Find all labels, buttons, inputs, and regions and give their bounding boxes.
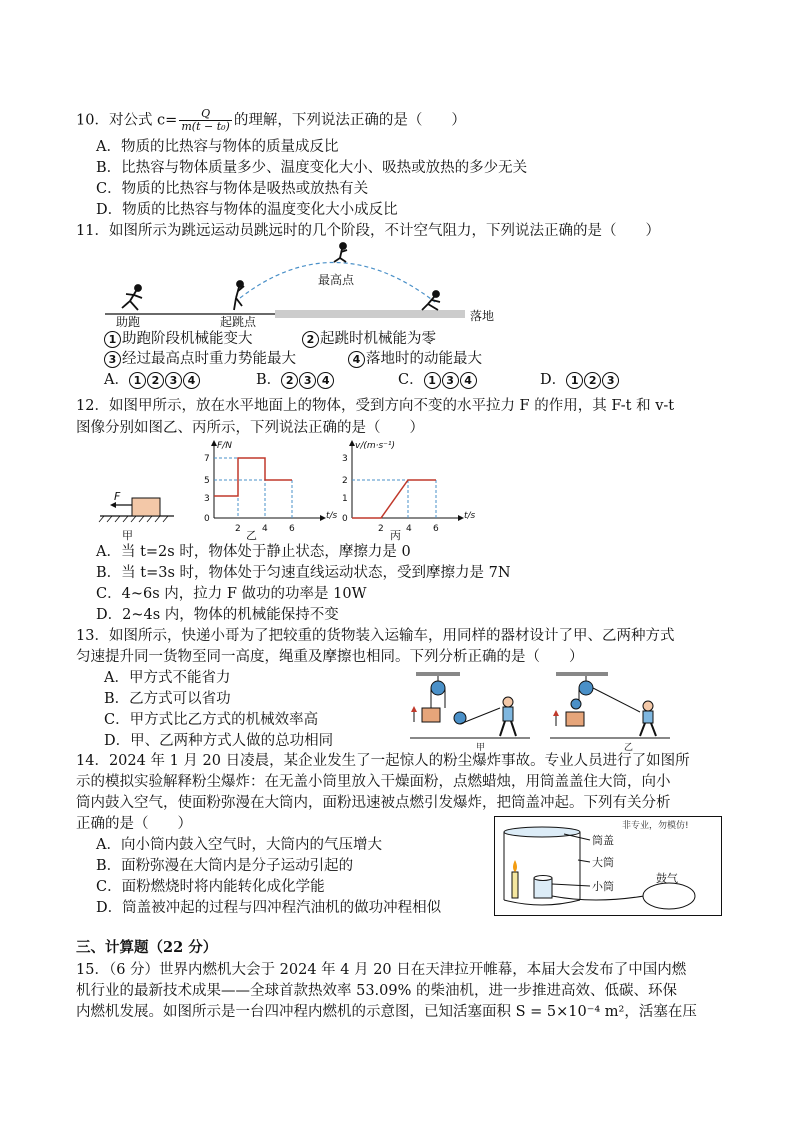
q14-stem-line-1: 14．2024 年 1 月 20 日凌晨，某企业发生了一起惊人的粉尘爆炸事故。专业人员进行了如图所 bbox=[76, 753, 690, 769]
label-blow: 鼓气 bbox=[656, 872, 678, 885]
q15-line-2: 机行业的最新技术成果——全球首款热效率 53.09% 的柴油机，进一步推进高效、低碳、环保 bbox=[76, 983, 678, 999]
long-jump-figure bbox=[100, 240, 500, 328]
q14-stem-line-3: 筒内鼓入空气，使面粉弥漫在大筒内，面粉迅速被点燃引发爆炸，把筒盖冲起。下列有关分析 bbox=[76, 795, 671, 811]
label-big-cylinder: 大筒 bbox=[592, 856, 614, 869]
q12-option-b: B．当 t=3s 时，物体处于匀速直线运动状态，受到摩擦力是 7N bbox=[96, 565, 511, 581]
v-t-graph bbox=[342, 440, 476, 542]
q15-line-3: 内燃机发展。如图所示是一台四冲程内燃机的示意图，已知活塞面积 S = 5×10⁻⁴ m²，活塞在压 bbox=[76, 1004, 697, 1020]
q14-option-d: D．筒盖被冲起的过程与四冲程汽油机的做功冲程相似 bbox=[96, 900, 442, 916]
q11-statement-1: 1 助跑阶段机械能变大 bbox=[104, 330, 253, 348]
q15-line-1: 15．（6 分）世界内燃机大会于 2024 年 4 月 20 日在天津拉开帷幕，本届大会发布了中国内燃 bbox=[76, 962, 687, 978]
q14-stem-line-2: 示的模拟实验解释粉尘爆炸：在无盖小筒里放入干燥面粉，点燃蜡烛，用筒盖盖住大筒，向小 bbox=[76, 774, 671, 790]
section-3-title: 三、计算题（22 分） bbox=[76, 939, 218, 956]
svg-text:6: 6 bbox=[433, 524, 439, 534]
q11-statement-4: 4 落地时的动能最大 bbox=[348, 350, 482, 368]
q10-option-b: B．比热容与物体质量多少、温度变化大小、吸热或放热的多少无关 bbox=[96, 160, 528, 176]
svg-text:4: 4 bbox=[406, 524, 412, 534]
q13-option-a: A．甲方式不能省力 bbox=[104, 670, 231, 686]
svg-text:7: 7 bbox=[204, 454, 210, 464]
q14-stem-line-4: 正确的是（ ） bbox=[76, 816, 192, 832]
svg-text:F/N: F/N bbox=[217, 441, 232, 451]
svg-text:0: 0 bbox=[204, 514, 210, 524]
cargo-box bbox=[566, 712, 584, 726]
pulley-setup-yi bbox=[550, 672, 670, 752]
label-run: 助跑 bbox=[116, 315, 141, 328]
sand-pit bbox=[275, 310, 465, 318]
svg-text:5: 5 bbox=[204, 476, 210, 486]
svg-text:t/s: t/s bbox=[464, 511, 476, 521]
q10-stem: 10．对公式 c= $\frac{Q}{\text{m(t − t₀)}}$ 的理解，下列说法正确的是（ ） bbox=[76, 107, 466, 133]
svg-text:乙: 乙 bbox=[624, 743, 634, 752]
q13-stem-line-1: 13．如图所示，快递小哥为了把较重的货物装入运输车，用同样的器材设计了甲、乙两种方式 bbox=[76, 628, 675, 644]
q14-option-c: C．面粉燃烧时将内能转化成化学能 bbox=[96, 879, 325, 895]
q11-choice-b: B． 2 3 4 bbox=[256, 371, 335, 389]
q11-statement-3: 3 经过最高点时重力势能最大 bbox=[104, 350, 296, 368]
label-small-cylinder: 小筒 bbox=[592, 880, 614, 893]
svg-text:2: 2 bbox=[342, 476, 348, 486]
svg-text:丙: 丙 bbox=[390, 529, 401, 542]
svg-text:6: 6 bbox=[289, 524, 295, 534]
movable-pulley-icon bbox=[571, 699, 581, 709]
svg-text:t/s: t/s bbox=[326, 511, 338, 521]
warning-text: 非专业，勿模仿! bbox=[622, 821, 689, 831]
pulley-figures bbox=[410, 668, 720, 752]
cargo-box bbox=[422, 708, 440, 722]
svg-text:2: 2 bbox=[378, 524, 384, 534]
q13-option-b: B．乙方式可以省功 bbox=[104, 691, 231, 707]
q13-option-c: C．甲方式比乙方式的机械效率高 bbox=[104, 712, 319, 728]
formula-fraction: $\frac{Q}{\text{m(t − t₀)}}$ bbox=[181, 107, 230, 133]
svg-text:0: 0 bbox=[342, 514, 348, 524]
q12-option-c: C．4~6s 内，拉力 F 做功的功率是 10W bbox=[96, 586, 367, 602]
svg-text:1: 1 bbox=[342, 494, 348, 504]
svg-text:3: 3 bbox=[204, 494, 210, 504]
q12-option-d: D．2~4s 内，物体的机械能保持不变 bbox=[96, 607, 339, 623]
fixed-pulley-icon bbox=[579, 681, 593, 695]
runner-icon bbox=[122, 285, 142, 310]
candle bbox=[512, 872, 518, 898]
q12-option-a: A．当 t=2s 时，物体处于静止状态，摩擦力是 0 bbox=[96, 544, 411, 560]
peak-jumper-icon bbox=[334, 243, 347, 262]
air-bulb bbox=[643, 883, 695, 909]
label-land: 落地 bbox=[470, 309, 495, 323]
label-peak: 最高点 bbox=[318, 273, 355, 287]
courier-person-icon bbox=[640, 701, 656, 736]
dust-explosion-figure bbox=[494, 816, 722, 916]
q10-option-d: D．物质的比热容与物体的温度变化大小成反比 bbox=[96, 202, 398, 218]
q14-option-b: B．面粉弥漫在大筒内是分子运动引起的 bbox=[96, 858, 354, 874]
q11-choice-d: D． 1 2 3 bbox=[540, 371, 620, 389]
q14-option-a: A．向小筒内鼓入空气时，大筒内的气压增大 bbox=[96, 837, 382, 853]
q12-stem-line-1: 12．如图甲所示，放在水平地面上的物体，受到方向不变的水平拉力 F 的作用，其 F-t 和 v-t bbox=[76, 398, 675, 414]
q13-stem-line-2: 匀速提升同一货物至同一高度，绳重及摩擦也相同。下列分析正确的是（ ） bbox=[76, 649, 584, 665]
svg-text:甲: 甲 bbox=[122, 529, 133, 542]
q13-option-d: D．甲、乙两种方式人做的总功相同 bbox=[104, 733, 334, 749]
svg-text:甲: 甲 bbox=[476, 743, 486, 752]
block-on-ground-diagram bbox=[99, 490, 174, 542]
svg-text:4: 4 bbox=[262, 524, 268, 534]
fixed-pulley-icon bbox=[431, 681, 445, 695]
q10-option-c: C．物质的比热容与物体是吸热或放热有关 bbox=[96, 181, 369, 197]
svg-text:v/(m·s⁻¹): v/(m·s⁻¹) bbox=[355, 441, 396, 451]
q11-choice-c: C． 1 3 4 bbox=[398, 371, 478, 389]
q11-choice-a: A． 1 2 3 4 bbox=[104, 371, 201, 389]
q12-figures bbox=[96, 438, 486, 546]
courier-person-icon bbox=[500, 697, 516, 736]
f-t-graph bbox=[204, 440, 338, 542]
q12-stem-line-2: 图像分别如图乙、丙所示，下列说法正确的是（ ） bbox=[76, 420, 424, 436]
svg-text:乙: 乙 bbox=[246, 529, 257, 542]
label-lid: 筒盖 bbox=[592, 834, 614, 847]
block bbox=[132, 498, 160, 516]
pulley-setup-jia bbox=[410, 672, 530, 752]
q11-stem: 11．如图所示为跳远运动员跳远时的几个阶段，不计空气阻力，下列说法正确的是（ ） bbox=[76, 223, 660, 239]
label-takeoff: 起跳点 bbox=[220, 315, 257, 328]
q11-statement-2: 2 起跳时机械能为零 bbox=[302, 330, 436, 348]
svg-text:3: 3 bbox=[342, 454, 348, 464]
q10-option-a: A．物质的比热容与物体的质量成反比 bbox=[96, 139, 339, 155]
svg-text:2: 2 bbox=[235, 524, 241, 534]
svg-text:F: F bbox=[114, 490, 121, 503]
